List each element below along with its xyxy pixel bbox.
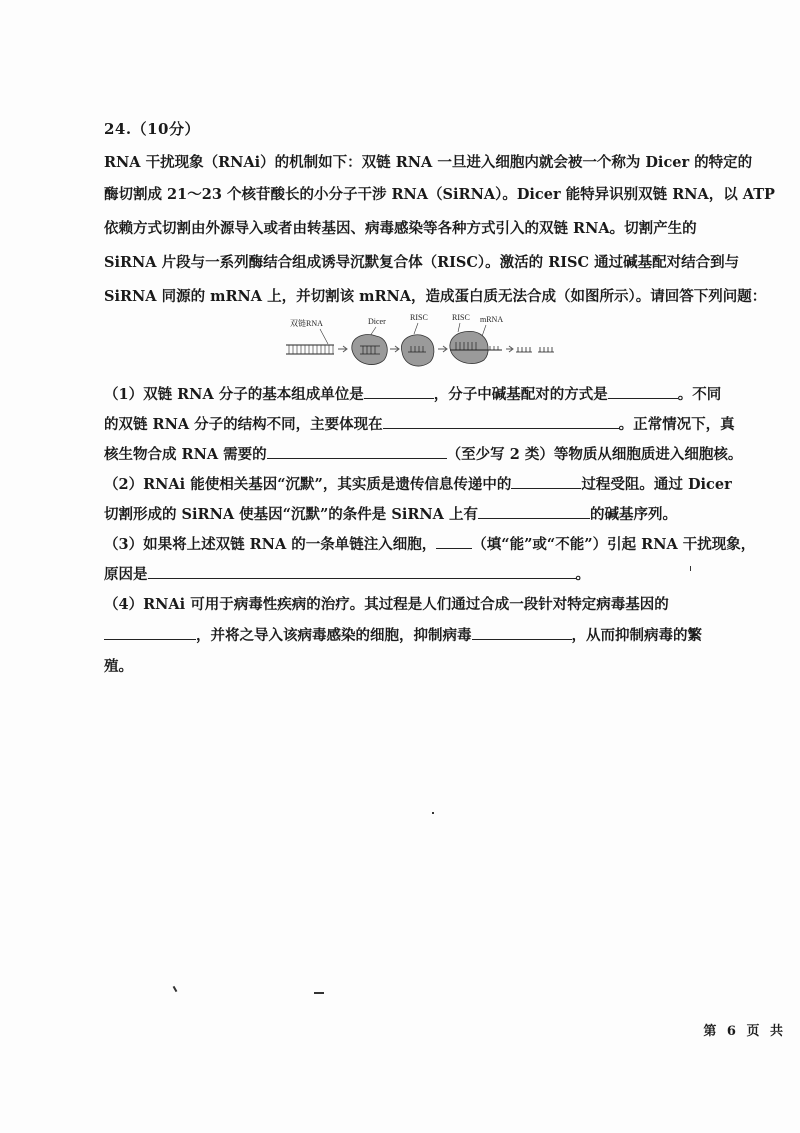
intro-line-5: SiRNA 同源的 mRNA 上，并切割该 mRNA，造成蛋白质无法合成（如图所示）。请回答下列问题：: [104, 288, 767, 305]
label-dicer: Dicer: [368, 317, 386, 326]
text: 过程受阻。通过 Dicer: [581, 476, 732, 493]
text: 核生物合成 RNA 需要的: [104, 446, 267, 463]
label-risc-2: RISC: [452, 313, 470, 322]
answer-blank[interactable]: [148, 562, 576, 579]
text: 的碱基序列。: [589, 506, 677, 523]
label-mrna: mRNA: [480, 315, 504, 324]
text: 原因是: [104, 566, 148, 583]
text: 切割形成的 SiRNA 使基因“沉默”的条件是 SiRNA 上有: [104, 506, 478, 523]
intro-line-4: SiRNA 片段与一系列酶结合组成诱导沉默复合体（RISC）。激活的 RISC 通过碱基配对结合到与: [104, 254, 740, 271]
scan-speck: [173, 986, 178, 992]
answer-blank[interactable]: [436, 532, 472, 549]
part-1-line-1: [104, 380, 754, 410]
text: ，从而抑制病毒的繁: [571, 627, 702, 644]
text: 。正常情况下，真: [618, 416, 735, 433]
part-3-line-1: [104, 530, 754, 560]
arrow-icon: [390, 346, 399, 352]
answer-blank[interactable]: [104, 623, 196, 640]
arrow-icon: [338, 346, 347, 352]
answer-blank[interactable]: [511, 472, 581, 489]
answer-blank[interactable]: [472, 623, 572, 640]
part-2-line-1: [104, 470, 754, 500]
risc-mrna-complex: [450, 331, 502, 363]
answer-blank[interactable]: [383, 412, 619, 429]
dsrna-strand: [286, 345, 334, 354]
rnai-diagram: [280, 312, 560, 372]
scan-speck: [690, 566, 691, 571]
answer-blank[interactable]: [478, 502, 590, 519]
part-2-line-2: [104, 500, 754, 530]
dicer-complex: [352, 335, 387, 365]
risc-complex: [401, 335, 434, 366]
answer-blank[interactable]: [364, 382, 434, 399]
text: （填“能”或“不能”）引起 RNA 干扰现象，: [472, 536, 756, 553]
label-dsrna: 双链RNA: [290, 319, 323, 328]
text: （至少写 2 类）等物质从细胞质进入细胞核。: [446, 446, 743, 463]
text: 。: [575, 566, 590, 583]
question-number: 24.（10分）: [104, 120, 200, 138]
answer-blank[interactable]: [267, 442, 447, 459]
text: ，分子中碱基配对的方式是: [433, 386, 608, 403]
text: （2）RNAi 能使相关基因“沉默”，其实质是遗传信息传递中的: [104, 476, 512, 493]
part-4-line-1: （4）RNAi 可用于病毒性疾病的治疗。其过程是人们通过合成一段针对特定病毒基因的: [104, 596, 669, 613]
text: （1）双链 RNA 分子的基本组成单位是: [104, 386, 364, 403]
page-number-footer: 第 6 页 共: [703, 1024, 786, 1039]
answer-blank[interactable]: [608, 382, 678, 399]
text: （3）如果将上述双链 RNA 的一条单链注入细胞，: [104, 536, 437, 553]
intro-line-3: 依赖方式切割由外源导入或者由转基因、病毒感染等各种方式引入的双链 RNA。切割产生的: [104, 220, 697, 237]
mrna-fragments: [516, 347, 554, 352]
part-4-line-3: 殖。: [104, 658, 133, 675]
part-1-line-2: [104, 410, 754, 440]
text: ，并将之导入该病毒感染的细胞，抑制病毒: [196, 627, 472, 644]
scan-speck: [432, 812, 434, 814]
text: 的双链 RNA 分子的结构不同，主要体现在: [104, 416, 383, 433]
arrow-icon: [438, 346, 447, 352]
part-4-line-2: [104, 621, 754, 651]
part-3-line-2: [104, 560, 754, 590]
text: 。不同: [677, 386, 722, 403]
label-risc-1: RISC: [410, 313, 428, 322]
arrow-icon: [506, 346, 513, 352]
part-1-line-3: [104, 440, 754, 470]
scan-speck: [314, 992, 324, 994]
intro-line-1: RNA 干扰现象（RNAi）的机制如下：双链 RNA 一旦进入细胞内就会被一个称为 Dicer 的特定的: [104, 154, 753, 171]
intro-line-2: 酶切割成 21～23 个核苷酸长的小分子干涉 RNA（SiRNA）。Dicer 能特异识别双链 RNA，以 ATP: [104, 186, 775, 203]
